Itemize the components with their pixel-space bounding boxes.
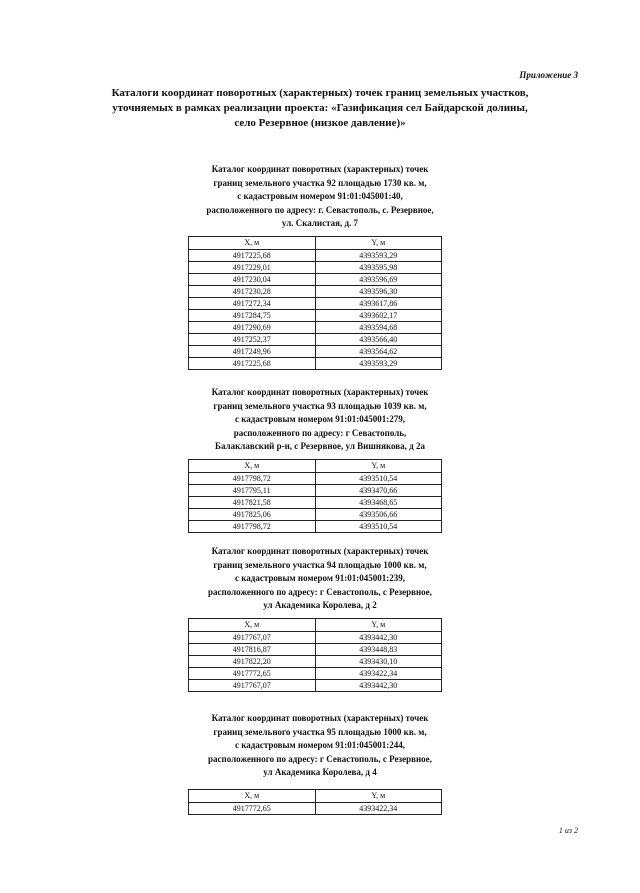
cell-y: 4393422,34 [315, 668, 442, 680]
document-title [90, 86, 550, 131]
table-row [189, 680, 442, 692]
page-number: 1 из 2 [558, 826, 578, 835]
catalog-92-table [188, 236, 442, 370]
table-row [189, 262, 442, 274]
cell-y: 4393564,62 [315, 346, 442, 358]
cell-y: 4393596,30 [315, 286, 442, 298]
catalog-92-title [170, 163, 470, 231]
table-row [189, 346, 442, 358]
document-title-line: уточняемых в рамках реализации проекта: «Газификация сел Байдарской долины, [112, 102, 528, 114]
table-row [189, 521, 442, 533]
cell-y: 4393506,66 [315, 509, 442, 521]
table-header-row [189, 460, 442, 473]
document-title-line: село Резервное (низкое давление)» [234, 117, 406, 129]
cell-y: 4393510,54 [315, 521, 442, 533]
cell-y: 4393593,29 [315, 250, 442, 262]
table-row [189, 485, 442, 497]
column-header-x: X, м [189, 790, 316, 803]
cell-y: 4393566,40 [315, 334, 442, 346]
table-row [189, 509, 442, 521]
cell-y: 4393442,30 [315, 632, 442, 644]
cell-x: 4917821,58 [189, 497, 316, 509]
table-row [189, 322, 442, 334]
cell-y: 4393595,98 [315, 262, 442, 274]
table-header-row [189, 619, 442, 632]
column-header-x: X, м [189, 237, 316, 250]
table-row [189, 286, 442, 298]
cell-x: 4917225,68 [189, 250, 316, 262]
catalog-title-line: расположенного по адресу: г Севастополь, с Резервное, [208, 586, 432, 597]
table-row [189, 656, 442, 668]
table-row [189, 632, 442, 644]
table-row [189, 644, 442, 656]
catalog-title-line: границ земельного участка 94 площадью 1000 кв. м, [213, 559, 427, 570]
catalog-title-line: ул Академика Королева, д 2 [263, 600, 377, 610]
cell-y: 4393442,30 [315, 680, 442, 692]
cell-x: 4917272,34 [189, 298, 316, 310]
table-row [189, 668, 442, 680]
table-row [189, 803, 442, 815]
catalog-title-line: Каталог координат поворотных (характерных) точек [211, 164, 429, 174]
catalog-title-line: Каталог координат поворотных (характерных) точек [211, 387, 429, 397]
catalog-title-line: с кадастровым номером 91:01:045001:244, [234, 740, 405, 750]
catalog-95-title [170, 712, 470, 780]
catalog-title-line: Каталог координат поворотных (характерных) точек [211, 546, 429, 556]
column-header-x: X, м [189, 460, 316, 473]
catalog-title-line: с кадастровым номером 91:01:045001:239, [234, 573, 405, 583]
cell-x: 4917767,07 [189, 632, 316, 644]
column-header-y: Y, м [315, 460, 442, 473]
cell-y: 4393448,83 [315, 644, 442, 656]
catalog-title-line: границ земельного участка 95 площадью 1000 кв. м, [213, 726, 427, 737]
cell-x: 4917795,11 [189, 485, 316, 497]
cell-x: 4917825,06 [189, 509, 316, 521]
cell-y: 4393510,54 [315, 473, 442, 485]
cell-x: 4917230,04 [189, 274, 316, 286]
catalog-title-line: расположенного по адресу: г. Севастополь, с. Резервное, [206, 204, 434, 215]
cell-y: 4393593,29 [315, 358, 442, 370]
cell-x: 4917229,01 [189, 262, 316, 274]
cell-x: 4917249,96 [189, 346, 316, 358]
cell-y: 4393468,65 [315, 497, 442, 509]
appendix-label: Приложение 3 [519, 70, 578, 80]
cell-x: 4917772,65 [189, 668, 316, 680]
cell-y: 4393422,34 [315, 803, 442, 815]
catalog-title-line: границ земельного участка 92 площадью 1730 кв. м, [213, 177, 427, 188]
column-header-x: X, м [189, 619, 316, 632]
cell-y: 4393470,66 [315, 485, 442, 497]
table-row [189, 274, 442, 286]
table-header-row [189, 790, 442, 803]
catalog-title-line: Каталог координат поворотных (характерных) точек [211, 713, 429, 723]
catalog-93-table [188, 459, 442, 533]
cell-x: 4917225,68 [189, 358, 316, 370]
table-row [189, 298, 442, 310]
cell-x: 4917798,72 [189, 473, 316, 485]
table-row [189, 358, 442, 370]
cell-y: 4393617,86 [315, 298, 442, 310]
catalog-93-title [170, 386, 470, 454]
table-row [189, 334, 442, 346]
catalog-95-table [188, 789, 442, 815]
cell-x: 4917290,69 [189, 322, 316, 334]
catalog-title-line: с кадастровым номером 91:01:045001:279, [234, 414, 405, 424]
cell-x: 4917816,87 [189, 644, 316, 656]
catalog-94-table [188, 618, 442, 692]
cell-x: 4917767,07 [189, 680, 316, 692]
table-row [189, 473, 442, 485]
cell-x: 4917252,37 [189, 334, 316, 346]
catalog-title-line: расположенного по адресу: г Севастополь, [233, 427, 407, 438]
cell-x: 4917822,20 [189, 656, 316, 668]
document-title-line: Каталоги координат поворотных (характерных) точек границ земельных участков, [111, 87, 529, 99]
catalog-title-line: ул. Скалистая, д. 7 [281, 218, 359, 228]
catalog-94-title [170, 545, 470, 613]
catalog-title-line: границ земельного участка 93 площадью 1039 кв. м, [213, 400, 427, 411]
table-row [189, 250, 442, 262]
column-header-y: Y, м [315, 790, 442, 803]
cell-y: 4393430,10 [315, 656, 442, 668]
cell-y: 4393602,17 [315, 310, 442, 322]
catalog-title-line: расположенного по адресу: г Севастополь, с Резервное, [208, 753, 432, 764]
column-header-y: Y, м [315, 237, 442, 250]
table-header-row [189, 237, 442, 250]
table-row [189, 310, 442, 322]
catalog-title-line: с кадастровым номером 91:01:045001:40, [237, 191, 403, 201]
table-row [189, 497, 442, 509]
cell-x: 4917230,28 [189, 286, 316, 298]
column-header-y: Y, м [315, 619, 442, 632]
cell-x: 4917772,65 [189, 803, 316, 815]
catalog-title-line: Балаклавский р-н, с Резервное, ул Вишнякова, д 2а [215, 441, 425, 451]
catalog-title-line: ул Академика Королева, д 4 [263, 767, 377, 777]
cell-y: 4393594,68 [315, 322, 442, 334]
cell-x: 4917798,72 [189, 521, 316, 533]
cell-y: 4393596,69 [315, 274, 442, 286]
cell-x: 4917284,75 [189, 310, 316, 322]
